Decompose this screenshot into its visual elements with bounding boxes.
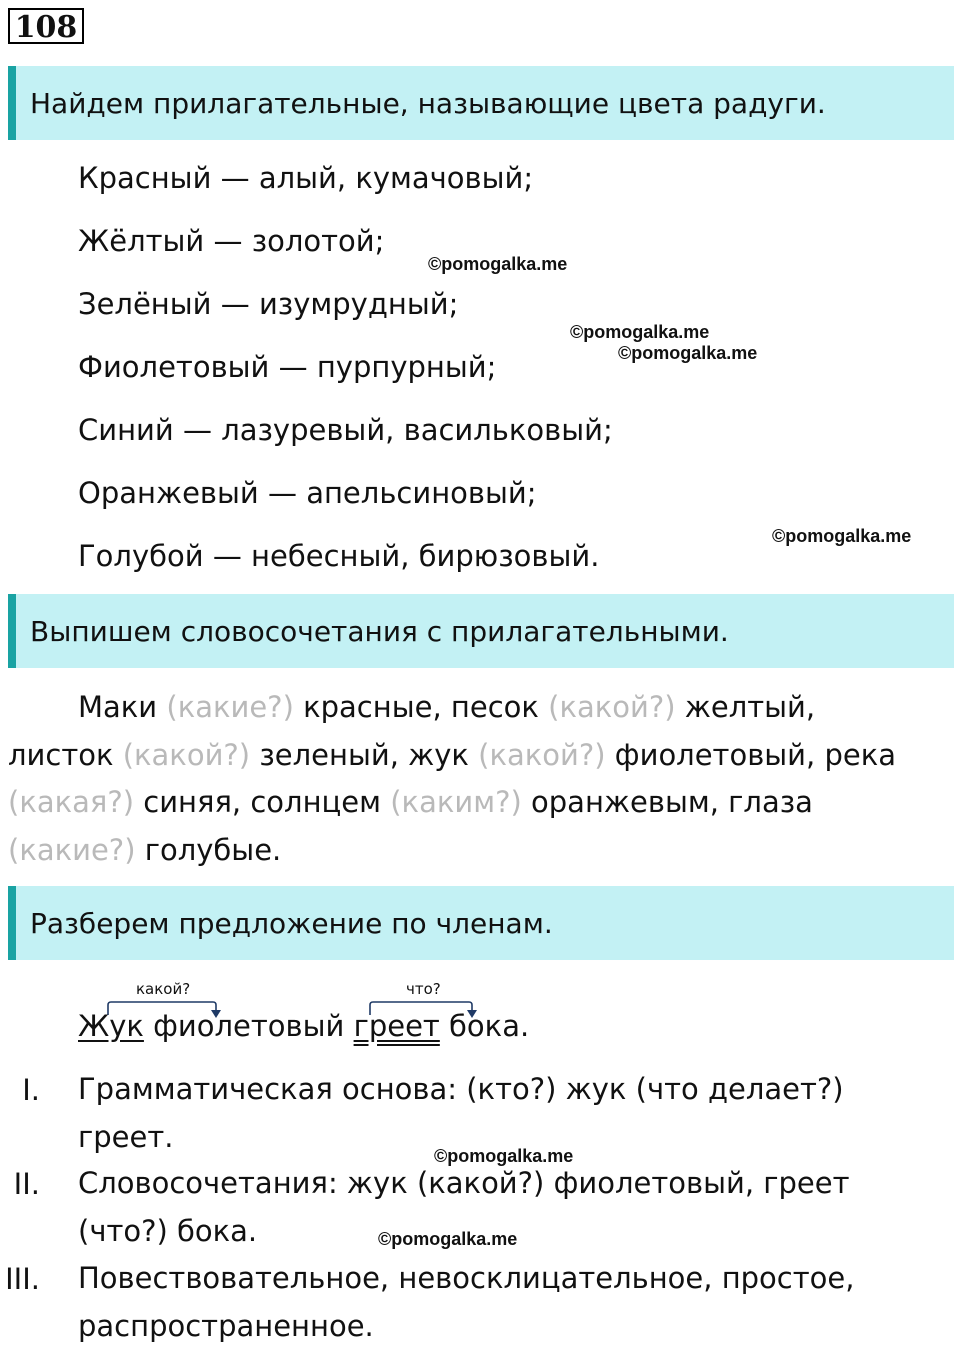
watermark: ©pomogalka.me <box>618 343 758 363</box>
parsed-sentence <box>78 1008 529 1044</box>
watermark: ©pomogalka.me <box>378 1229 518 1249</box>
item-numeral: III. <box>5 1262 40 1296</box>
phrase-question: (какой?) <box>122 737 251 772</box>
item-numeral: I. <box>22 1073 40 1107</box>
color-line-green: Зелёный — изумрудный; <box>78 287 459 321</box>
phrase-adjective: желтый, <box>684 690 816 724</box>
watermark: ©pomogalka.me <box>570 322 710 342</box>
question-label-kakoy: какой? <box>136 980 191 998</box>
task-number: 108 <box>8 8 84 44</box>
sentence-modifier: фиолетовый <box>153 1009 345 1043</box>
phrase-adjective: фиолетовый, <box>614 737 816 772</box>
color-line-light-blue: Голубой — небесный, бирюзовый. <box>78 539 600 573</box>
phrase-question: (какой?) <box>548 690 676 724</box>
phrase-noun: жук <box>408 737 469 772</box>
analysis-item-grammar-base: Грамматическая основа: (кто?) жук (что делает?) греет. <box>78 1072 844 1154</box>
item-numeral: II. <box>13 1167 40 1201</box>
question-label-chto: что? <box>406 980 441 998</box>
phrase-adjective: синяя, <box>143 785 242 819</box>
phrase-noun: песок <box>450 690 539 724</box>
phrase-noun: глаза <box>728 785 813 819</box>
watermark: ©pomogalka.me <box>434 1146 574 1166</box>
color-line-yellow: Жёлтый — золотой; <box>78 224 385 258</box>
watermark: ©pomogalka.me <box>772 526 912 546</box>
phrase-adjective: зеленый, <box>259 737 399 772</box>
color-line-blue: Синий — лазуревый, васильковый; <box>78 413 613 447</box>
phrase-noun: река <box>824 737 897 772</box>
phrase-noun: листок <box>8 737 114 772</box>
heading-text: Найдем прилагательные, называющие цвета радуги. <box>30 86 826 120</box>
phrase-question: (какой?) <box>478 737 606 772</box>
heading-text: Выпишем словосочетания с прилагательными. <box>30 614 729 648</box>
phrase-adjective: оранжевым, <box>531 785 719 819</box>
sentence-object: бока. <box>449 1009 530 1043</box>
color-line-orange: Оранжевый — апельсиновый; <box>78 476 537 510</box>
phrase-question: (какие?) <box>8 832 136 867</box>
phrase-question: (каким?) <box>390 785 522 819</box>
phrase-question: (какие?) <box>166 690 294 724</box>
phrase-adjective: красные, <box>303 690 442 724</box>
phrase-noun: Маки <box>78 690 158 724</box>
analysis-item-phrases: Словосочетания: жук (какой?) фиолетовый, греет (что?) бока. <box>78 1166 850 1248</box>
heading-text: Разберем предложение по членам. <box>30 906 553 940</box>
phrase-adjective: голубые. <box>144 832 282 867</box>
analysis-item-characteristics: Повествовательное, невосклицательное, простое, распространенное. <box>78 1261 855 1343</box>
color-line-violet: Фиолетовый — пурпурный; <box>78 350 497 384</box>
phrase-question: (какая?) <box>8 785 135 819</box>
sentence-predicate: греет <box>353 1009 440 1043</box>
watermark: ©pomogalka.me <box>428 254 568 274</box>
color-line-red: Красный — алый, кумачовый; <box>78 161 534 195</box>
sentence-subject: Жук <box>78 1009 144 1043</box>
phrase-noun: солнцем <box>250 785 382 819</box>
